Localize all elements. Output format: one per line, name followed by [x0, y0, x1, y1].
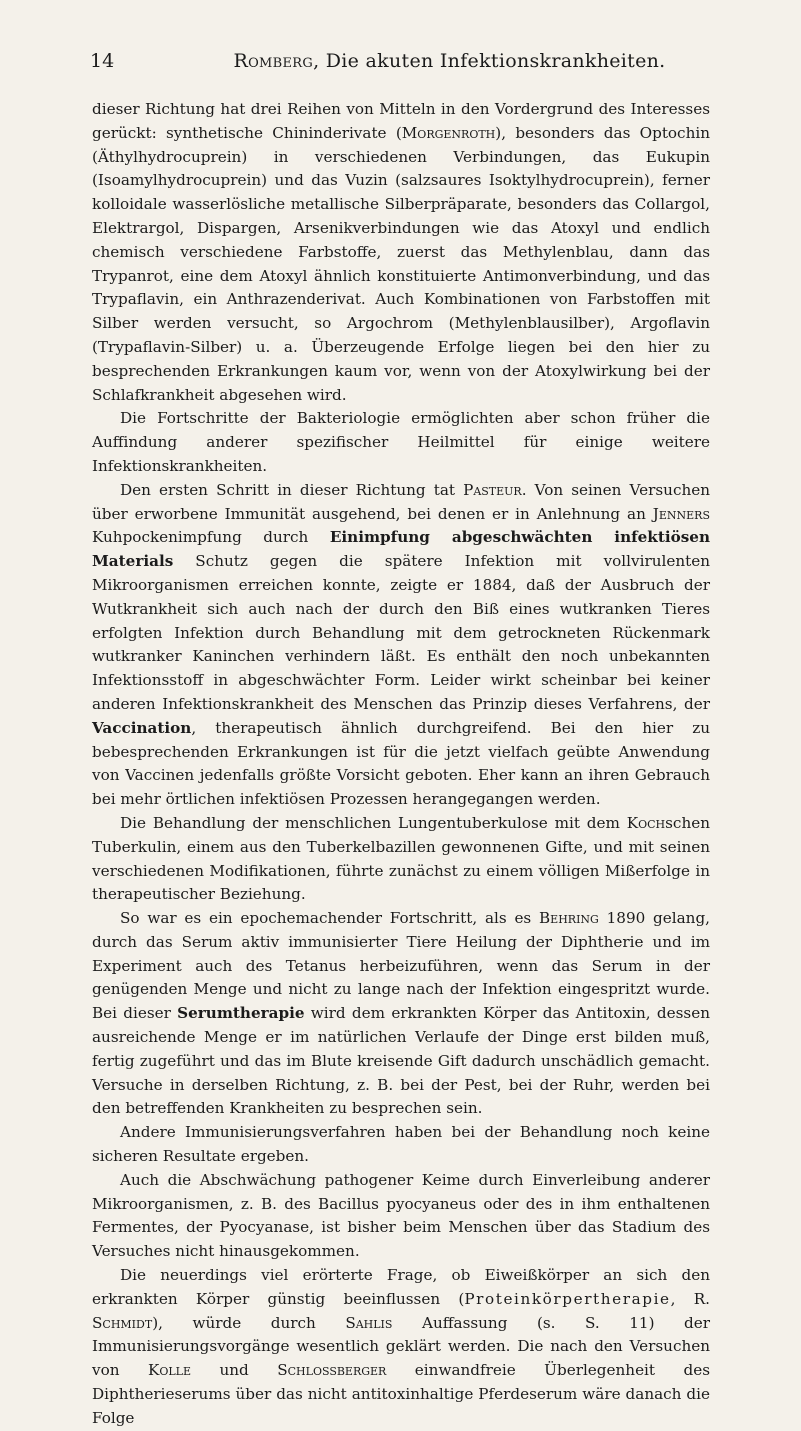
text-run: und — [191, 1361, 278, 1380]
paragraph — [92, 1264, 710, 1431]
page-number: 14 — [90, 50, 115, 72]
text-run: 1890 gelang, durch das Serum aktiv immunisierter Tiere Heilung der Diphtherie und im Experiment auch des Tetanus herbeizuführen, wenn das Serum in der genügenden Menge und nicht zu lange nach der Infektion eingespritzt wurde. Bei dieser — [92, 909, 710, 1023]
text-run: Die Fortschritte der Bakteriologie ermöglichten aber schon früher die Auffindung anderer spezifischer Heilmittel für einige weitere Infektionskrankheiten. — [92, 409, 710, 475]
text-run: ), würde durch — [152, 1313, 346, 1332]
text-run: ), besonders das Optochin (Äthylhydrocuprein) in verschiedenen Verbindungen, das Eukupin (Isoamylhydrocuprein) und das Vuzin (salzsaures Isoktylhydrocuprein), ferner kolloidale wasserlösliche metallische Silberpräparate, besonders das Collargol, Elektrargol, Dispargen, Arsenikverbindungen wie das Atoxyl und endlich chemisch verschiedene Farbstoffe, zuerst das Methylenblau, dann das Trypanrot, eine dem Atoxyl ähnlich konstituierte Antimonverbindung, und das Trypaflavin, ein Anthrazenderivat. Auch Kombinationen von Farbstoffen mit Silber werden versucht, so Argochrom (Methylenblausilber), Argoflavin (Trypaflavin-Silber) u. a. Überzeugende Erfolge liegen bei den hier zu besprechenden Erkrankungen kaum vor, wenn von der Atoxylwirkung bei der Schlafkrankheit abgesehen wird. — [92, 123, 710, 404]
text-run: dieser Richtung hat drei Reihen von Mitteln in den Vordergrund des Interesses gerückt: synthetische Chininderivate ( — [92, 100, 710, 142]
author-name: Romberg — [233, 50, 314, 72]
text-run: Die Behandlung der menschlichen Lungentuberkulose mit dem — [120, 813, 627, 832]
paragraph — [92, 812, 710, 907]
text-run: Den ersten Schritt in dieser Richtung tat — [120, 480, 464, 499]
paragraph — [92, 479, 710, 812]
person-name: Schmidt — [92, 1313, 153, 1332]
person-name: Schlossberger — [277, 1361, 387, 1380]
paragraph — [92, 907, 710, 1121]
paragraph — [92, 1169, 710, 1264]
person-name: Koch — [626, 813, 666, 832]
text-run: wird dem erkrankten Körper das Antitoxin, dessen ausreichende Menge er im natürlichen Verlaufe der Dinge erst bilden muß, fertig zugeführt und das im Blute kreisende Gift dadurch unschädlich gemacht. Versuche in derselben Richtung, z. B. bei der Pest, bei der Ruhr, werden bei den betreffenden Krankheiten zu besprechen sein. — [92, 1004, 710, 1118]
text-run: Auffassung (s. S. 11) der Immunisierungsvorgänge wesentlich geklärt werden. Die nach den Versuchen von — [92, 1313, 710, 1380]
text-run: Auch die Abschwächung pathogener Keime durch Einverleibung anderer Mikroorganismen, z. B. des Bacillus pyocyaneus oder des in ihm enthaltenen Fermentes, der Pyocyanase, ist bisher beim Menschen über das Stadium des Versuches nicht hinausgekommen. — [92, 1170, 710, 1261]
text-run: Andere Immunisierungsverfahren haben bei der Behandlung noch keine sicheren Resultate ergeben. — [92, 1123, 710, 1166]
chapter-title: , Die akuten Infektionskrankheiten. — [313, 50, 666, 72]
emphasized-term: Serumtherapie — [177, 1004, 305, 1023]
body-text — [92, 98, 710, 1431]
emphasized-term: Einimpfung abgeschwächten infektiösen Materials — [92, 528, 710, 571]
person-name: Behring — [539, 909, 599, 928]
text-run: einwandfreie Überlegenheit des Diphtherieserums über das nicht antitoxinhaltige Pferdeserum wäre danach die Folge — [92, 1361, 710, 1427]
spaced-term: Proteinkörpertherapie — [464, 1289, 671, 1308]
person-name: Morgenroth — [401, 123, 496, 142]
person-name: Jenners — [652, 504, 710, 523]
person-name: Sahlis — [345, 1313, 393, 1332]
emphasized-term: Vaccination — [92, 718, 192, 737]
paragraph — [92, 98, 710, 407]
text-run: So war es ein epochemachender Fortschritt, als es — [120, 909, 540, 928]
running-header — [90, 50, 709, 76]
text-run: Schutz gegen die spätere Infektion mit vollvirulenten Mikroorganismen erreichen konnte, zeigte er 1884, daß der Ausbruch der Wutkrankheit sich auch nach der durch den Biß eines wutkranken Tieres erfolgten Infektion durch Behandlung mit dem getrockneten Rückenmark wutkranker Kaninchen verhindern läßt. Es enthält den noch unbekannten Infektionsstoff in abgeschwächter Form. Leider wirkt scheinbar bei keiner anderen Infektionskrankheit des Menschen das Prinzip dieses Verfahrens, der — [92, 552, 710, 713]
person-name: Pasteur — [463, 480, 522, 499]
text-run: . Von seinen Versuchen über erworbene Immunität ausgehend, bei denen er in Anlehnung an — [92, 480, 710, 523]
text-run: Die neuerdings viel erörterte Frage, ob Eiweißkörper an sich den erkrankten Körper günstig beeinflussen ( — [92, 1266, 710, 1308]
text-run: Kuhpockenimpfung durch — [92, 528, 330, 547]
person-name: Kolle — [147, 1361, 191, 1380]
paragraph — [92, 1121, 710, 1169]
text-run: , therapeutisch ähnlich durchgreifend. Bei den hier zu bebesprechenden Erkrankungen ist für die jetzt vielfach geübte Anwendung von Vaccinen jedenfalls größte Vorsicht geboten. Eher kann an ihren Gebrauch bei mehr örtlichen infektiösen Prozessen herangegangen werden. — [92, 718, 710, 809]
paragraph — [92, 407, 710, 478]
running-title — [190, 50, 709, 72]
text-run: , R. — [670, 1289, 710, 1308]
text-run: schen Tuberkulin, einem aus den Tuberkelbazillen gewonnenen Gifte, und mit seinen verschiedenen Modifikationen, führte zunächst zu einem völligen Mißerfolge in therapeutischer Beziehung. — [92, 813, 710, 904]
